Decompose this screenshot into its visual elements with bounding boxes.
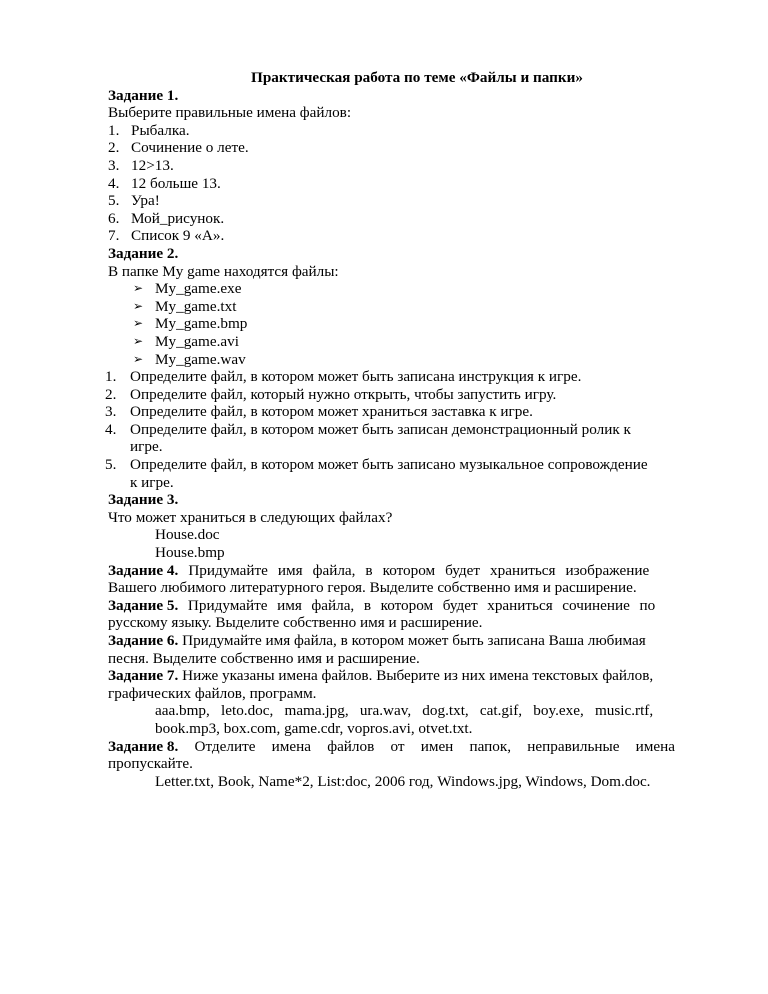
task8-names: Letter.txt, Book, Name*2, List:doc, 2006 год, Windows.jpg, Windows, Dom.doc. (155, 772, 651, 790)
list-item-line: Определите файл, в котором может быть записано музыкальное сопровождение (130, 456, 648, 474)
file-name: My_game.exe (155, 280, 242, 298)
list-item (105, 456, 714, 491)
list-item-text: Определите файл, в котором может быть записана инструкция к игре. (130, 368, 582, 386)
list-item-line: к игре. (130, 473, 174, 491)
task1-list (108, 122, 714, 245)
list-item-text (130, 421, 631, 456)
list-item-text: Определите файл, который нужно открыть, чтобы запустить игру. (130, 385, 557, 403)
task4-paragraph (108, 562, 714, 580)
file-name: My_game.txt (155, 297, 237, 315)
task4-line (108, 562, 649, 580)
arrow-bullet-icon: ➢ (133, 351, 144, 366)
list-number: 1. (105, 368, 117, 386)
list-number: 4. (108, 174, 120, 192)
list-item (133, 315, 714, 333)
file-name: House.doc (155, 526, 220, 544)
list-item-text (130, 456, 648, 491)
list-item-text: Рыбалка. (131, 121, 190, 139)
task7-paragraph (108, 667, 714, 685)
task5-heading: Задание 5. (108, 596, 179, 614)
list-item-text: Мой_рисунок. (131, 209, 225, 227)
page-title: Практическая работа по теме «Файлы и папки» (251, 69, 583, 86)
task5-text: Придумайте имя файла, в котором будет храниться сочинение по (178, 596, 656, 614)
list-item-text: 12>13. (131, 156, 174, 174)
list-item-text: 12 больше 13. (131, 174, 221, 192)
task2-questions (105, 368, 714, 491)
task7-text: Ниже указаны имена файлов. Выберите из них имена текстовых файлов, (178, 667, 654, 685)
list-number: 6. (108, 209, 120, 227)
list-item (108, 139, 714, 157)
task2-file-list (108, 280, 714, 368)
task3-heading: Задание 3. (108, 491, 179, 509)
list-item-line: игре. (130, 438, 163, 456)
list-item (133, 298, 714, 316)
list-number: 5. (105, 456, 117, 474)
task4-text: Придумайте имя файла, в котором будет храниться изображение (178, 561, 650, 579)
list-item (108, 227, 714, 245)
list-item (105, 368, 714, 386)
task6-text-cont: песня. Выделите собственно имя и расширение. (108, 649, 420, 667)
arrow-bullet-icon: ➢ (133, 281, 144, 296)
list-item-text: Список 9 «А». (131, 227, 225, 245)
list-number: 3. (105, 403, 117, 421)
list-item (108, 157, 714, 175)
task5-paragraph (108, 597, 714, 615)
task6-heading: Задание 6. (108, 632, 179, 649)
list-item (108, 175, 714, 193)
task8-text-cont: пропускайте. (108, 755, 193, 773)
file-name: My_game.bmp (155, 315, 248, 333)
list-number: 4. (105, 420, 117, 438)
task7-heading: Задание 7. (108, 667, 179, 685)
task1-prompt: Выберите правильные имена файлов: (108, 104, 352, 122)
task1-heading: Задание 1. (108, 86, 179, 104)
task5-text-cont: русскому языку. Выделите собственно имя и расширение. (108, 614, 483, 632)
list-item (133, 280, 714, 298)
list-item (105, 385, 714, 404)
task7-text-cont: графических файлов, программ. (108, 684, 317, 702)
task3-prompt: Что может храниться в следующих файлах? (108, 508, 393, 526)
list-number: 2. (105, 385, 117, 403)
document-content (105, 69, 714, 790)
list-number: 2. (108, 139, 120, 157)
file-name: My_game.avi (155, 332, 239, 350)
list-item-text: Сочинение о лете. (131, 139, 249, 157)
list-item-text: Определите файл, в котором может храниться заставка к игре. (130, 403, 533, 421)
task2-prompt: В папке My game находятся файлы: (108, 262, 339, 280)
task7-files: aaa.bmp, leto.doc, mama.jpg, ura.wav, dog.txt, cat.gif, boy.exe, music.rtf, (155, 702, 654, 720)
list-number: 3. (108, 156, 120, 174)
task4-text-cont: Вашего любимого литературного героя. Выделите собственно имя и расширение. (108, 579, 637, 597)
list-item (133, 333, 714, 351)
list-item (133, 351, 714, 369)
list-item-text: Ура! (131, 192, 160, 210)
task2-heading: Задание 2. (108, 244, 179, 262)
task4-heading: Задание 4. (108, 561, 179, 579)
task7-files-cont: book.mp3, box.com, game.cdr, vopros.avi, otvet.txt. (155, 719, 473, 737)
list-number: 7. (108, 227, 120, 245)
task8-text: Отделите имена файлов от имен папок, неправильные имена (178, 737, 676, 755)
list-number: 5. (108, 192, 120, 210)
task8-heading: Задание 8. (108, 737, 179, 755)
task6-paragraph (108, 632, 714, 650)
list-item (105, 420, 714, 456)
list-item (108, 210, 714, 228)
task8-paragraph (108, 738, 714, 756)
arrow-bullet-icon: ➢ (133, 333, 144, 348)
file-name: My_game.wav (155, 350, 246, 368)
arrow-bullet-icon: ➢ (133, 298, 144, 313)
list-item (108, 122, 714, 140)
list-item-line: Определите файл, в котором может быть записан демонстрационный ролик к (130, 420, 631, 438)
task6-text: Придумайте имя файла, в котором может быть записана Ваша любимая (178, 632, 646, 649)
list-number: 1. (108, 121, 120, 139)
file-name: House.bmp (155, 544, 225, 562)
arrow-bullet-icon: ➢ (133, 316, 144, 331)
list-item (108, 192, 714, 210)
list-item (105, 403, 714, 421)
